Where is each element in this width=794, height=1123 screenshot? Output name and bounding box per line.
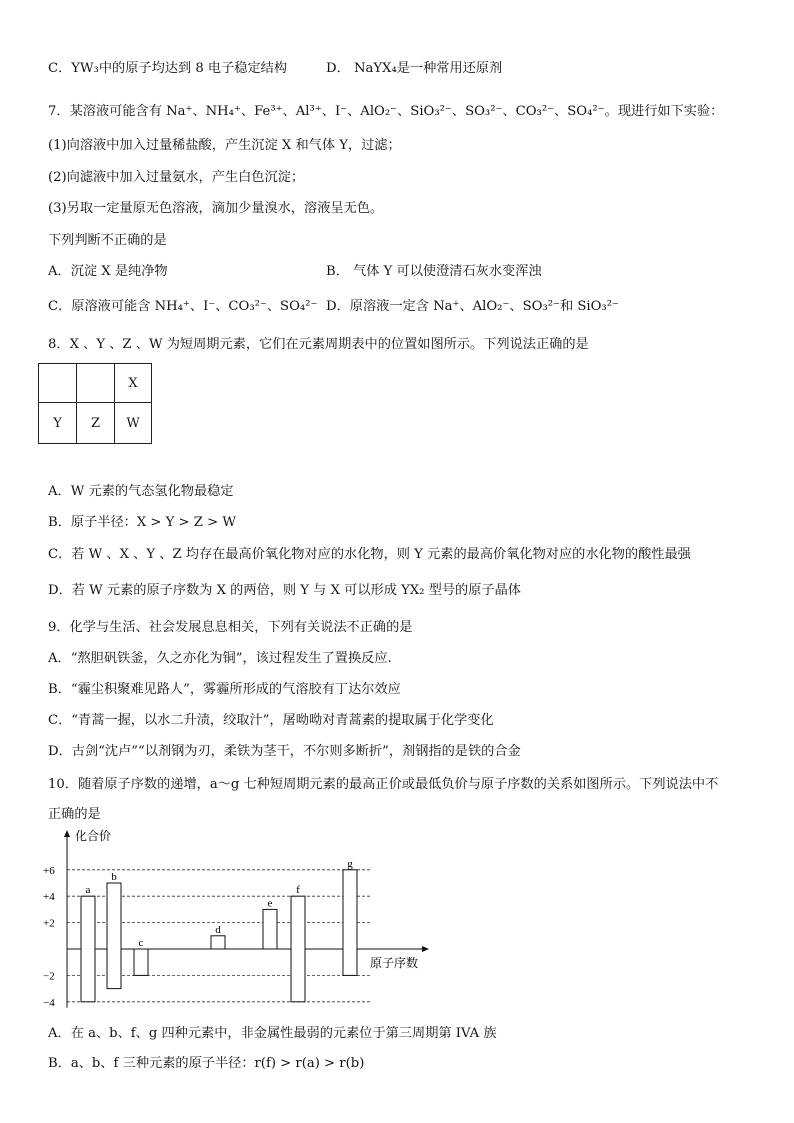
bar-label-f: f <box>296 884 300 897</box>
bar-label-e: e <box>267 897 273 910</box>
y-tick-label-4: −4 <box>43 996 55 1009</box>
q7-step-2: (2)向滤液中加入过量氨水，产生白色沉淀； <box>48 170 305 185</box>
table-cell-r1c3: X <box>114 363 152 403</box>
q8-option-c: C．若 W 、X 、Y 、Z 均存在最高价氧化物对应的水化物，则 Y 元素的最高价氧化物对应的水化物的酸性最强 <box>48 547 691 562</box>
q7-option-b: B． 气体 Y 可以使澄清石灰水变浑浊 <box>326 264 542 279</box>
bar-e <box>263 909 277 949</box>
table-cell-r2c3: W <box>114 402 152 444</box>
q10-stem-line-2: 正确的是 <box>48 807 101 822</box>
table-cell-r2c1: Y <box>38 402 77 444</box>
x-axis-arrow <box>422 946 429 952</box>
q8-stem: 8．X 、Y 、Z 、W 为短周期元素，它们在元素周期表中的位置如图所示。下列说法正确的是 <box>48 337 589 352</box>
x-axis-label: 原子序数 <box>370 956 419 970</box>
table-cell-r2c2: Z <box>76 402 115 444</box>
table-cell-r1c1 <box>38 363 77 403</box>
bar-c <box>134 949 148 975</box>
bar-g <box>343 870 357 976</box>
q7-stem: 7．某溶液可能含有 Na⁺、NH₄⁺、Fe³⁺、Al³⁺、I⁻、AlO₂⁻、SiO₃²⁻、SO₃²⁻、CO₃²⁻、SO₄²⁻。现进行如下实验： <box>48 104 724 119</box>
q9-stem: 9．化学与生活、社会发展息息相关，下列有关说法不正确的是 <box>48 620 413 635</box>
q10-option-b: B．a、b、f 三种元素的原子半径：r(f) > r(a) > r(b) <box>48 1056 365 1071</box>
q7-option-d: D．原溶液一定含 Na⁺、AlO₂⁻、SO₃²⁻和 SiO₃²⁻ <box>326 299 619 314</box>
q9-option-a: A．“熬胆矾铁釜，久之亦化为铜”，该过程发生了置换反应. <box>48 651 392 666</box>
q7-option-a: A．沉淀 X 是纯净物 <box>48 264 168 279</box>
q9-option-c: C．“青蒿一握，以水二升渍，绞取汁”，屠呦呦对青蒿素的提取属于化学变化 <box>48 713 494 728</box>
q7-step-3: (3)另取一定量原无色溶液，滴加少量溴水，溶液呈无色。 <box>48 201 384 216</box>
q10-stem-line-1: 10．随着原子序数的递增，a～g 七种短周期元素的最高正价或最低负价与原子序数的关系如图所示。下列说法中不 <box>48 777 719 792</box>
bar-b <box>107 883 121 989</box>
valence-chart <box>40 828 440 1018</box>
bar-label-b: b <box>111 871 117 883</box>
q8-option-d: D．若 W 元素的原子序数为 X 的两倍，则 Y 与 X 可以形成 YX₂ 型号的原子晶体 <box>48 583 521 598</box>
y-tick-label-1: +4 <box>43 891 55 904</box>
q7-option-c: C．原溶液可能含 NH₄⁺、I⁻、CO₃²⁻、SO₄²⁻ <box>48 299 318 314</box>
bar-label-c: c <box>138 937 144 949</box>
q9-option-d: D．古剑“沈卢”“以剂钢为刃，柔铁为茎干，不尔则多断折”，剂钢指的是铁的合金 <box>48 744 521 759</box>
q7-question: 下列判断不正确的是 <box>48 233 167 248</box>
table-cell-r1c2 <box>76 363 115 403</box>
y-axis-label: 化合价 <box>75 829 112 843</box>
q6-option-c: C．YW₃中的原子均达到 8 电子稳定结构 <box>48 61 288 76</box>
q9-option-b: B．“霾尘积聚难见路人”，雾霾所形成的气溶胶有丁达尔效应 <box>48 682 401 697</box>
bar-label-g: g <box>347 857 353 870</box>
bar-d <box>211 936 225 949</box>
q10-option-a: A．在 a、b、f、g 四种元素中，非金属性最弱的元素位于第三周期第 IVA 族 <box>48 1026 497 1041</box>
y-tick-label-0: +6 <box>43 864 55 877</box>
q8-option-b: B．原子半径：X > Y > Z > W <box>48 515 236 530</box>
bar-f <box>291 896 305 1002</box>
q7-step-1: (1)向溶液中加入过量稀盐酸，产生沉淀 X 和气体 Y，过滤； <box>48 138 401 153</box>
q6-option-d: D． NaYX₄是一种常用还原剂 <box>326 61 503 76</box>
bar-label-a: a <box>85 884 91 897</box>
y-tick-label-2: +2 <box>43 917 55 930</box>
q8-option-a: A．W 元素的气态氢化物最稳定 <box>48 484 234 499</box>
bar-label-d: d <box>215 923 221 936</box>
y-axis-arrow <box>64 830 70 837</box>
y-tick-label-3: −2 <box>43 970 55 983</box>
bar-a <box>81 896 95 1002</box>
